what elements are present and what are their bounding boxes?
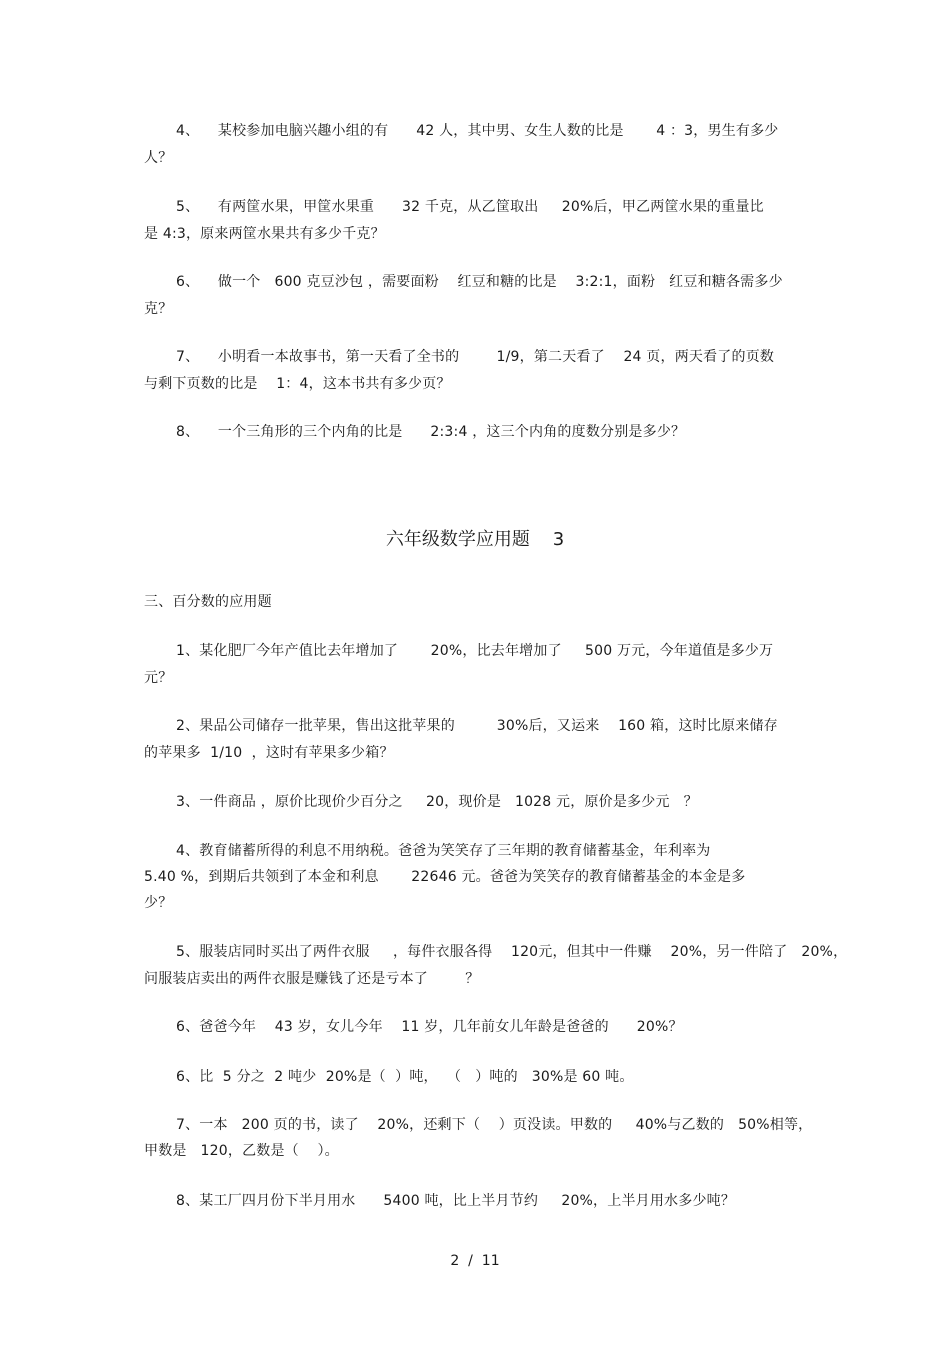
pct-problem-8-line-1: 8、某工厂四月份下半月用水 5400 吨，比上半月节约 20%，上半月用水多少吨？ [176,1193,736,1209]
pct-problem-4-line-1: 4、教育储蓄所得的利息不用纳税。爸爸为笑笑存了三年期的教育储蓄基金，年利率为 [176,843,711,859]
problem-6-line-2: 克？ [144,301,173,317]
pct-problem-6a-line-1: 6、爸爸今年 43 岁，女儿今年 11 岁，几年前女儿年龄是爸爸的 20%？ [176,1019,683,1035]
problem-5-line-1: 5、 有两筐水果，甲筐水果重 32 千克，从乙筐取出 20%后，甲乙两筐水果的重量比 [176,199,764,215]
problem-8-line-1: 8、 一个三角形的三个内角的比是 2:3:4 ，这三个内角的度数分别是多少？ [176,424,686,440]
problem-7-line-1: 7、 小明看一本故事书，第一天看了全书的 1/9，第二天看了 24 页，两天看了的页数 [176,349,775,365]
pct-problem-3-line-1: 3、一件商品 ，原价比现价少百分之 20，现价是 1028 元，原价是多少元 ？ [176,794,698,810]
section-label: 三、百分数的应用题 [144,594,272,610]
pct-problem-1-line-2: 元？ [144,670,173,686]
problem-4-line-1: 4、 某校参加电脑兴趣小组的有 42 人，其中男、女生人数的比是 4 ：3，男生有多少 [176,123,779,139]
problem-4-line-2: 人？ [144,150,173,166]
page-number: 2 / 11 [450,1253,500,1269]
page-title: 六年级数学应用题 3 [385,529,565,550]
problem-7-line-2: 与剩下页数的比是 1：4，这本书共有多少页？ [144,376,451,392]
problem-6-line-1: 6、 做一个 600 克豆沙包 ，需要面粉 红豆和糖的比是 3:2:1，面粉 红豆和糖各需多少 [176,274,783,290]
pct-problem-1-line-1: 1、某化肥厂今年产值比去年增加了 20%，比去年增加了 500 万元，今年道值是多少万 [176,643,774,659]
pct-problem-5-line-2: 问服装店卖出的两件衣服是赚钱了还是亏本了 ？ [144,971,480,987]
problem-5-line-2: 是 4:3，原来两筐水果共有多少千克？ [144,226,385,242]
pct-problem-4-line-3: 少？ [144,895,173,911]
pct-problem-7-line-1: 7、一本 200 页的书，读了 20%，还剩下（ ）页没读。甲数的 40%与乙数的 50%相等， [176,1117,813,1133]
pct-problem-7-line-2: 甲数是 120，乙数是（ ）。 [144,1143,339,1159]
pct-problem-5-line-1: 5、服装店同时买出了两件衣服 ，每件衣服各得 120元，但其中一件赚 20%，另一件陪了 20%， [176,944,848,960]
pct-problem-2-line-1: 2、果品公司储存一批苹果，售出这批苹果的 30%后，又运来 160 箱，这时比原来储存 [176,718,778,734]
pct-problem-2-line-2: 的苹果多 1/10 ，这时有苹果多少箱？ [144,745,394,761]
pct-problem-6b-line-1: 6、比 5 分之 2 吨少 20%是（ ）吨， （ ）吨的 30%是 60 吨。 [176,1069,634,1085]
pct-problem-4-line-2: 5.40 %，到期后共领到了本金和利息 22646 元。爸爸为笑笑存的教育储蓄基金的本金是多 [144,869,746,885]
